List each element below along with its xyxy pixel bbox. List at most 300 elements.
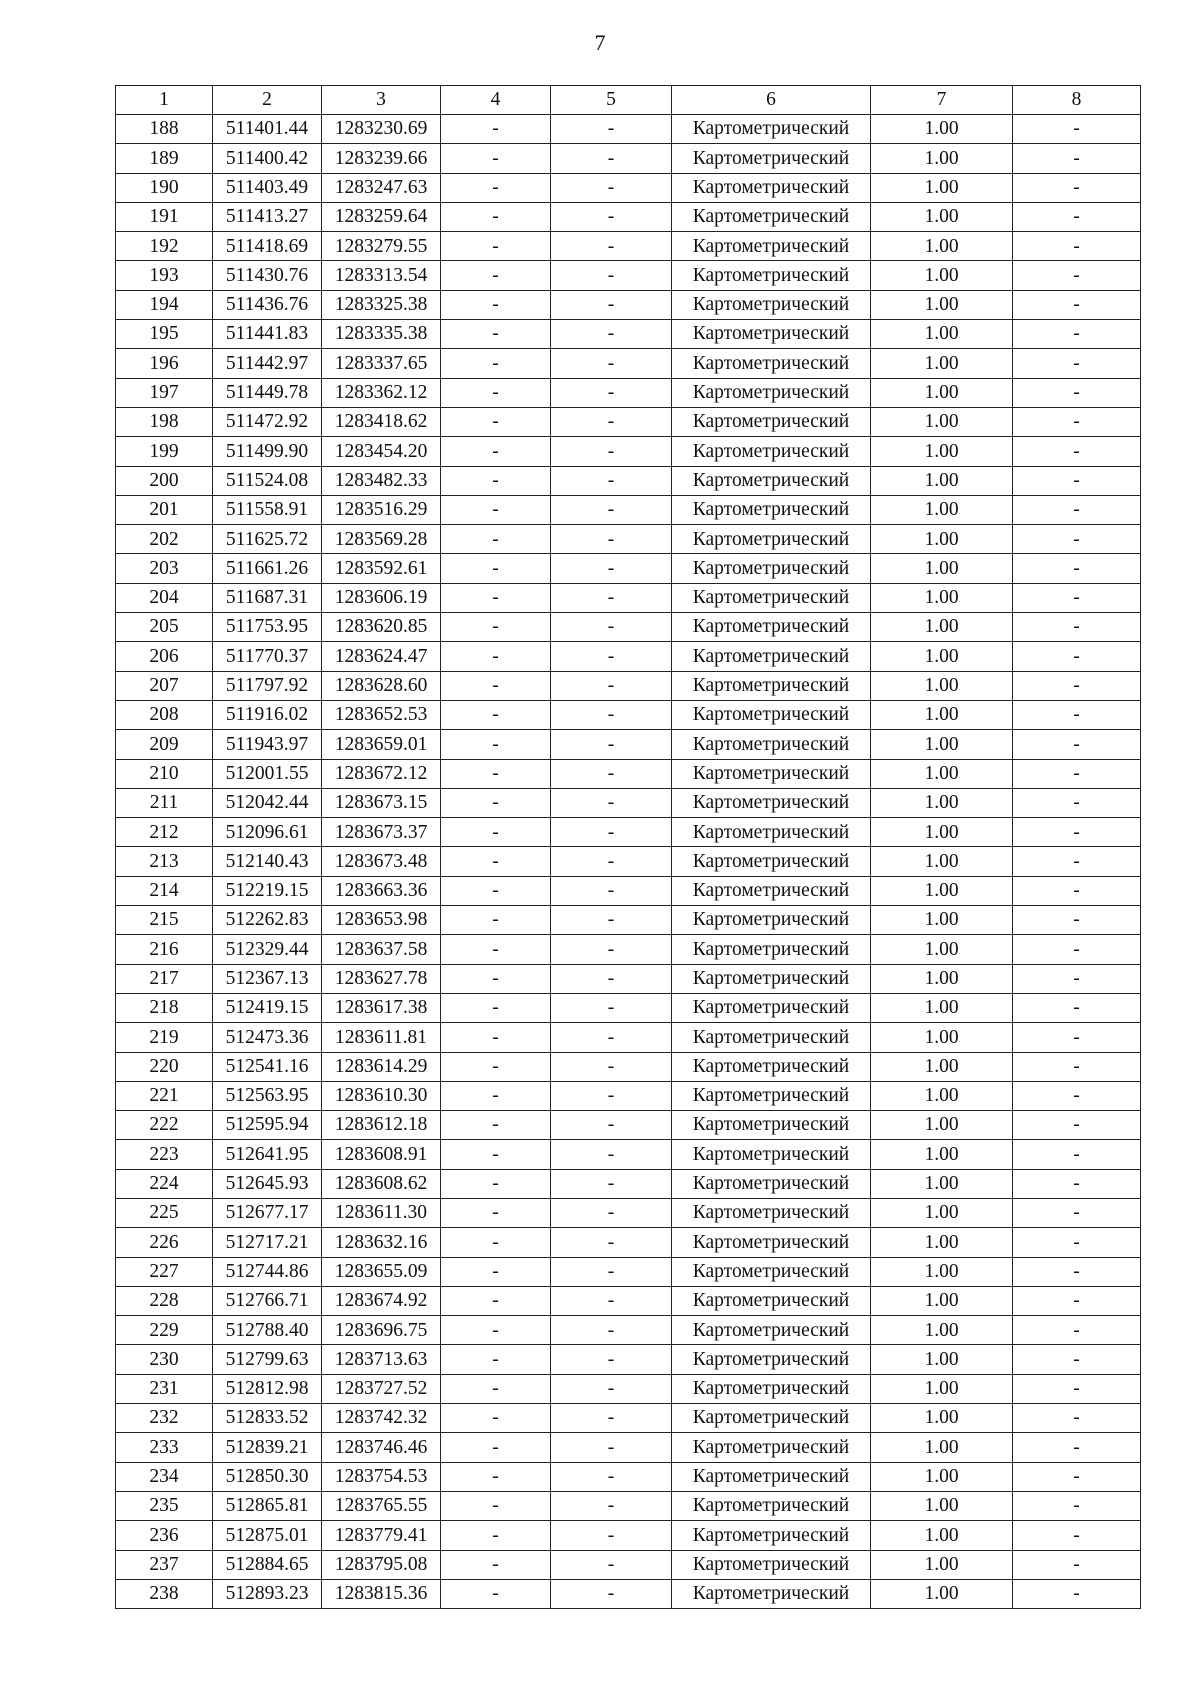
column-4-cell: - [441,642,551,671]
y-coordinate-cell: 1283617.38 [322,993,441,1022]
column-4-cell: - [441,1433,551,1462]
table-row [116,554,1141,583]
x-coordinate-cell: 512766.71 [213,1286,322,1315]
column-8-cell: - [1013,1023,1141,1052]
y-coordinate-cell: 1283632.16 [322,1228,441,1257]
table-row [116,173,1141,202]
table-row [116,1081,1141,1110]
x-coordinate-cell: 512262.83 [213,906,322,935]
accuracy-cell: 1.00 [871,1374,1013,1403]
method-cell: Картометрический [672,935,871,964]
y-coordinate-cell: 1283637.58 [322,935,441,964]
method-cell: Картометрический [672,437,871,466]
x-coordinate-cell: 512419.15 [213,993,322,1022]
y-coordinate-cell: 1283279.55 [322,232,441,261]
column-5-cell: - [551,935,672,964]
column-5-cell: - [551,1286,672,1315]
column-5-cell: - [551,1374,672,1403]
page-number: 7 [594,30,606,55]
y-coordinate-cell: 1283653.98 [322,906,441,935]
method-cell: Картометрический [672,1491,871,1520]
accuracy-cell: 1.00 [871,1521,1013,1550]
point-number-cell: 233 [116,1433,213,1462]
column-8-cell: - [1013,1169,1141,1198]
y-coordinate-cell: 1283247.63 [322,173,441,202]
y-coordinate-cell: 1283779.41 [322,1521,441,1550]
column-5-cell: - [551,1491,672,1520]
column-header: 1 [116,86,213,115]
accuracy-cell: 1.00 [871,1023,1013,1052]
accuracy-cell: 1.00 [871,671,1013,700]
column-4-cell: - [441,964,551,993]
x-coordinate-cell: 511449.78 [213,378,322,407]
column-8-cell: - [1013,935,1141,964]
column-5-cell: - [551,759,672,788]
column-5-cell: - [551,554,672,583]
method-cell: Картометрический [672,232,871,261]
point-number-cell: 230 [116,1345,213,1374]
y-coordinate-cell: 1283239.66 [322,144,441,173]
point-number-cell: 229 [116,1316,213,1345]
column-5-cell: - [551,1169,672,1198]
method-cell: Картометрический [672,1257,871,1286]
y-coordinate-cell: 1283362.12 [322,378,441,407]
column-4-cell: - [441,437,551,466]
column-4-cell: - [441,788,551,817]
x-coordinate-cell: 512541.16 [213,1052,322,1081]
point-number-cell: 238 [116,1579,213,1608]
column-4-cell: - [441,232,551,261]
accuracy-cell: 1.00 [871,115,1013,144]
coordinates-table [115,85,1141,1609]
column-8-cell: - [1013,1374,1141,1403]
x-coordinate-cell: 511753.95 [213,613,322,642]
column-5-cell: - [551,1550,672,1579]
x-coordinate-cell: 511770.37 [213,642,322,671]
y-coordinate-cell: 1283795.08 [322,1550,441,1579]
point-number-cell: 221 [116,1081,213,1110]
method-cell: Картометрический [672,407,871,436]
column-8-cell: - [1013,1081,1141,1110]
column-4-cell: - [441,583,551,612]
table-row [116,232,1141,261]
column-8-cell: - [1013,1111,1141,1140]
y-coordinate-cell: 1283663.36 [322,876,441,905]
method-cell: Картометрический [672,1345,871,1374]
method-cell: Картометрический [672,906,871,935]
y-coordinate-cell: 1283815.36 [322,1579,441,1608]
x-coordinate-cell: 512001.55 [213,759,322,788]
point-number-cell: 191 [116,202,213,231]
point-number-cell: 216 [116,935,213,964]
x-coordinate-cell: 512677.17 [213,1198,322,1227]
accuracy-cell: 1.00 [871,173,1013,202]
method-cell: Картометрический [672,847,871,876]
accuracy-cell: 1.00 [871,583,1013,612]
table-row [116,466,1141,495]
x-coordinate-cell: 511436.76 [213,290,322,319]
column-4-cell: - [441,1023,551,1052]
point-number-cell: 195 [116,320,213,349]
column-4-cell: - [441,1404,551,1433]
table-row [116,495,1141,524]
column-5-cell: - [551,466,672,495]
x-coordinate-cell: 512329.44 [213,935,322,964]
method-cell: Картометрический [672,290,871,319]
x-coordinate-cell: 511442.97 [213,349,322,378]
method-cell: Картометрический [672,1404,871,1433]
column-5-cell: - [551,613,672,642]
column-4-cell: - [441,1228,551,1257]
accuracy-cell: 1.00 [871,437,1013,466]
column-5-cell: - [551,349,672,378]
point-number-cell: 225 [116,1198,213,1227]
column-8-cell: - [1013,993,1141,1022]
x-coordinate-cell: 512788.40 [213,1316,322,1345]
column-4-cell: - [441,1140,551,1169]
accuracy-cell: 1.00 [871,847,1013,876]
x-coordinate-cell: 511625.72 [213,525,322,554]
column-4-cell: - [441,1550,551,1579]
y-coordinate-cell: 1283482.33 [322,466,441,495]
y-coordinate-cell: 1283754.53 [322,1462,441,1491]
column-5-cell: - [551,320,672,349]
point-number-cell: 219 [116,1023,213,1052]
column-4-cell: - [441,1579,551,1608]
accuracy-cell: 1.00 [871,730,1013,759]
table-row [116,407,1141,436]
column-5-cell: - [551,261,672,290]
column-5-cell: - [551,1140,672,1169]
accuracy-cell: 1.00 [871,407,1013,436]
y-coordinate-cell: 1283765.55 [322,1491,441,1520]
table-row [116,115,1141,144]
accuracy-cell: 1.00 [871,1433,1013,1462]
y-coordinate-cell: 1283673.37 [322,818,441,847]
column-4-cell: - [441,1374,551,1403]
column-4-cell: - [441,1286,551,1315]
accuracy-cell: 1.00 [871,906,1013,935]
accuracy-cell: 1.00 [871,993,1013,1022]
table-row [116,349,1141,378]
x-coordinate-cell: 512563.95 [213,1081,322,1110]
accuracy-cell: 1.00 [871,349,1013,378]
y-coordinate-cell: 1283659.01 [322,730,441,759]
column-5-cell: - [551,437,672,466]
method-cell: Картометрический [672,1081,871,1110]
column-4-cell: - [441,1316,551,1345]
accuracy-cell: 1.00 [871,1404,1013,1433]
column-5-cell: - [551,232,672,261]
column-4-cell: - [441,700,551,729]
point-number-cell: 212 [116,818,213,847]
table-row [116,1023,1141,1052]
column-4-cell: - [441,906,551,935]
table-row [116,583,1141,612]
method-cell: Картометрический [672,1198,871,1227]
column-4-cell: - [441,1081,551,1110]
column-4-cell: - [441,320,551,349]
point-number-cell: 214 [116,876,213,905]
column-8-cell: - [1013,700,1141,729]
table-row [116,993,1141,1022]
table-row [116,1169,1141,1198]
column-8-cell: - [1013,847,1141,876]
x-coordinate-cell: 511401.44 [213,115,322,144]
x-coordinate-cell: 512219.15 [213,876,322,905]
x-coordinate-cell: 512717.21 [213,1228,322,1257]
point-number-cell: 228 [116,1286,213,1315]
x-coordinate-cell: 511499.90 [213,437,322,466]
point-number-cell: 211 [116,788,213,817]
column-8-cell: - [1013,1198,1141,1227]
x-coordinate-cell: 511916.02 [213,700,322,729]
accuracy-cell: 1.00 [871,1550,1013,1579]
column-4-cell: - [441,759,551,788]
method-cell: Картометрический [672,876,871,905]
method-cell: Картометрический [672,1228,871,1257]
table-row [116,1404,1141,1433]
method-cell: Картометрический [672,1140,871,1169]
method-cell: Картометрический [672,261,871,290]
x-coordinate-cell: 512875.01 [213,1521,322,1550]
table-row [116,1316,1141,1345]
x-coordinate-cell: 511524.08 [213,466,322,495]
y-coordinate-cell: 1283608.62 [322,1169,441,1198]
y-coordinate-cell: 1283655.09 [322,1257,441,1286]
method-cell: Картометрический [672,1052,871,1081]
y-coordinate-cell: 1283624.47 [322,642,441,671]
column-8-cell: - [1013,1286,1141,1315]
column-8-cell: - [1013,1257,1141,1286]
y-coordinate-cell: 1283672.12 [322,759,441,788]
method-cell: Картометрический [672,700,871,729]
y-coordinate-cell: 1283335.38 [322,320,441,349]
x-coordinate-cell: 511472.92 [213,407,322,436]
method-cell: Картометрический [672,1550,871,1579]
point-number-cell: 222 [116,1111,213,1140]
y-coordinate-cell: 1283592.61 [322,554,441,583]
accuracy-cell: 1.00 [871,466,1013,495]
accuracy-cell: 1.00 [871,1140,1013,1169]
point-number-cell: 199 [116,437,213,466]
column-8-cell: - [1013,642,1141,671]
y-coordinate-cell: 1283673.15 [322,788,441,817]
method-cell: Картометрический [672,495,871,524]
y-coordinate-cell: 1283230.69 [322,115,441,144]
method-cell: Картометрический [672,173,871,202]
method-cell: Картометрический [672,964,871,993]
column-5-cell: - [551,788,672,817]
column-8-cell: - [1013,730,1141,759]
point-number-cell: 197 [116,378,213,407]
column-header: 6 [672,86,871,115]
method-cell: Картометрический [672,115,871,144]
column-5-cell: - [551,993,672,1022]
x-coordinate-cell: 512884.65 [213,1550,322,1579]
column-5-cell: - [551,1023,672,1052]
column-header: 4 [441,86,551,115]
point-number-cell: 237 [116,1550,213,1579]
table-row [116,906,1141,935]
x-coordinate-cell: 512367.13 [213,964,322,993]
point-number-cell: 196 [116,349,213,378]
table-row [116,1286,1141,1315]
method-cell: Картометрический [672,144,871,173]
column-8-cell: - [1013,906,1141,935]
column-header: 8 [1013,86,1141,115]
column-5-cell: - [551,964,672,993]
y-coordinate-cell: 1283606.19 [322,583,441,612]
x-coordinate-cell: 512812.98 [213,1374,322,1403]
y-coordinate-cell: 1283614.29 [322,1052,441,1081]
column-8-cell: - [1013,671,1141,700]
column-5-cell: - [551,642,672,671]
column-8-cell: - [1013,1550,1141,1579]
column-4-cell: - [441,1052,551,1081]
column-8-cell: - [1013,1491,1141,1520]
column-8-cell: - [1013,115,1141,144]
x-coordinate-cell: 511413.27 [213,202,322,231]
accuracy-cell: 1.00 [871,525,1013,554]
method-cell: Картометрический [672,1316,871,1345]
table-row [116,378,1141,407]
accuracy-cell: 1.00 [871,1345,1013,1374]
column-8-cell: - [1013,1462,1141,1491]
accuracy-cell: 1.00 [871,1169,1013,1198]
accuracy-cell: 1.00 [871,642,1013,671]
column-4-cell: - [441,993,551,1022]
column-header: 2 [213,86,322,115]
point-number-cell: 213 [116,847,213,876]
y-coordinate-cell: 1283259.64 [322,202,441,231]
x-coordinate-cell: 512641.95 [213,1140,322,1169]
column-8-cell: - [1013,407,1141,436]
column-header: 7 [871,86,1013,115]
accuracy-cell: 1.00 [871,613,1013,642]
table-row [116,1052,1141,1081]
method-cell: Картометрический [672,613,871,642]
method-cell: Картометрический [672,1023,871,1052]
x-coordinate-cell: 512865.81 [213,1491,322,1520]
column-8-cell: - [1013,1316,1141,1345]
column-4-cell: - [441,730,551,759]
method-cell: Картометрический [672,671,871,700]
column-8-cell: - [1013,613,1141,642]
table-row [116,290,1141,319]
column-5-cell: - [551,1316,672,1345]
column-8-cell: - [1013,525,1141,554]
y-coordinate-cell: 1283727.52 [322,1374,441,1403]
column-8-cell: - [1013,261,1141,290]
column-5-cell: - [551,583,672,612]
point-number-cell: 203 [116,554,213,583]
y-coordinate-cell: 1283313.54 [322,261,441,290]
column-4-cell: - [441,349,551,378]
point-number-cell: 226 [116,1228,213,1257]
table-row [116,1433,1141,1462]
y-coordinate-cell: 1283325.38 [322,290,441,319]
column-5-cell: - [551,173,672,202]
column-5-cell: - [551,906,672,935]
column-5-cell: - [551,876,672,905]
point-number-cell: 201 [116,495,213,524]
column-5-cell: - [551,144,672,173]
table-row [116,261,1141,290]
table-header-row [116,86,1141,115]
table-row [116,1228,1141,1257]
column-8-cell: - [1013,759,1141,788]
column-4-cell: - [441,1111,551,1140]
column-5-cell: - [551,847,672,876]
method-cell: Картометрический [672,730,871,759]
column-4-cell: - [441,115,551,144]
point-number-cell: 231 [116,1374,213,1403]
column-8-cell: - [1013,290,1141,319]
x-coordinate-cell: 512042.44 [213,788,322,817]
column-8-cell: - [1013,202,1141,231]
table-row [116,1491,1141,1520]
accuracy-cell: 1.00 [871,554,1013,583]
x-coordinate-cell: 512645.93 [213,1169,322,1198]
method-cell: Картометрический [672,818,871,847]
column-4-cell: - [441,525,551,554]
accuracy-cell: 1.00 [871,1462,1013,1491]
x-coordinate-cell: 512096.61 [213,818,322,847]
table-row [116,613,1141,642]
y-coordinate-cell: 1283628.60 [322,671,441,700]
method-cell: Картометрический [672,202,871,231]
accuracy-cell: 1.00 [871,759,1013,788]
column-4-cell: - [441,1257,551,1286]
table-row [116,1111,1141,1140]
column-5-cell: - [551,1462,672,1491]
column-5-cell: - [551,1404,672,1433]
column-4-cell: - [441,818,551,847]
column-8-cell: - [1013,1052,1141,1081]
accuracy-cell: 1.00 [871,876,1013,905]
y-coordinate-cell: 1283627.78 [322,964,441,993]
column-8-cell: - [1013,173,1141,202]
column-4-cell: - [441,407,551,436]
accuracy-cell: 1.00 [871,144,1013,173]
table-row [116,935,1141,964]
method-cell: Картометрический [672,1462,871,1491]
column-4-cell: - [441,144,551,173]
point-number-cell: 188 [116,115,213,144]
method-cell: Картометрический [672,554,871,583]
table-row [116,437,1141,466]
method-cell: Картометрический [672,993,871,1022]
method-cell: Картометрический [672,1579,871,1608]
column-5-cell: - [551,818,672,847]
column-4-cell: - [441,202,551,231]
table-row [116,202,1141,231]
x-coordinate-cell: 511400.42 [213,144,322,173]
column-header: 5 [551,86,672,115]
column-5-cell: - [551,202,672,231]
column-8-cell: - [1013,1404,1141,1433]
accuracy-cell: 1.00 [871,1286,1013,1315]
column-8-cell: - [1013,554,1141,583]
x-coordinate-cell: 511687.31 [213,583,322,612]
column-8-cell: - [1013,495,1141,524]
y-coordinate-cell: 1283611.81 [322,1023,441,1052]
column-8-cell: - [1013,466,1141,495]
point-number-cell: 207 [116,671,213,700]
method-cell: Картометрический [672,349,871,378]
column-5-cell: - [551,671,672,700]
